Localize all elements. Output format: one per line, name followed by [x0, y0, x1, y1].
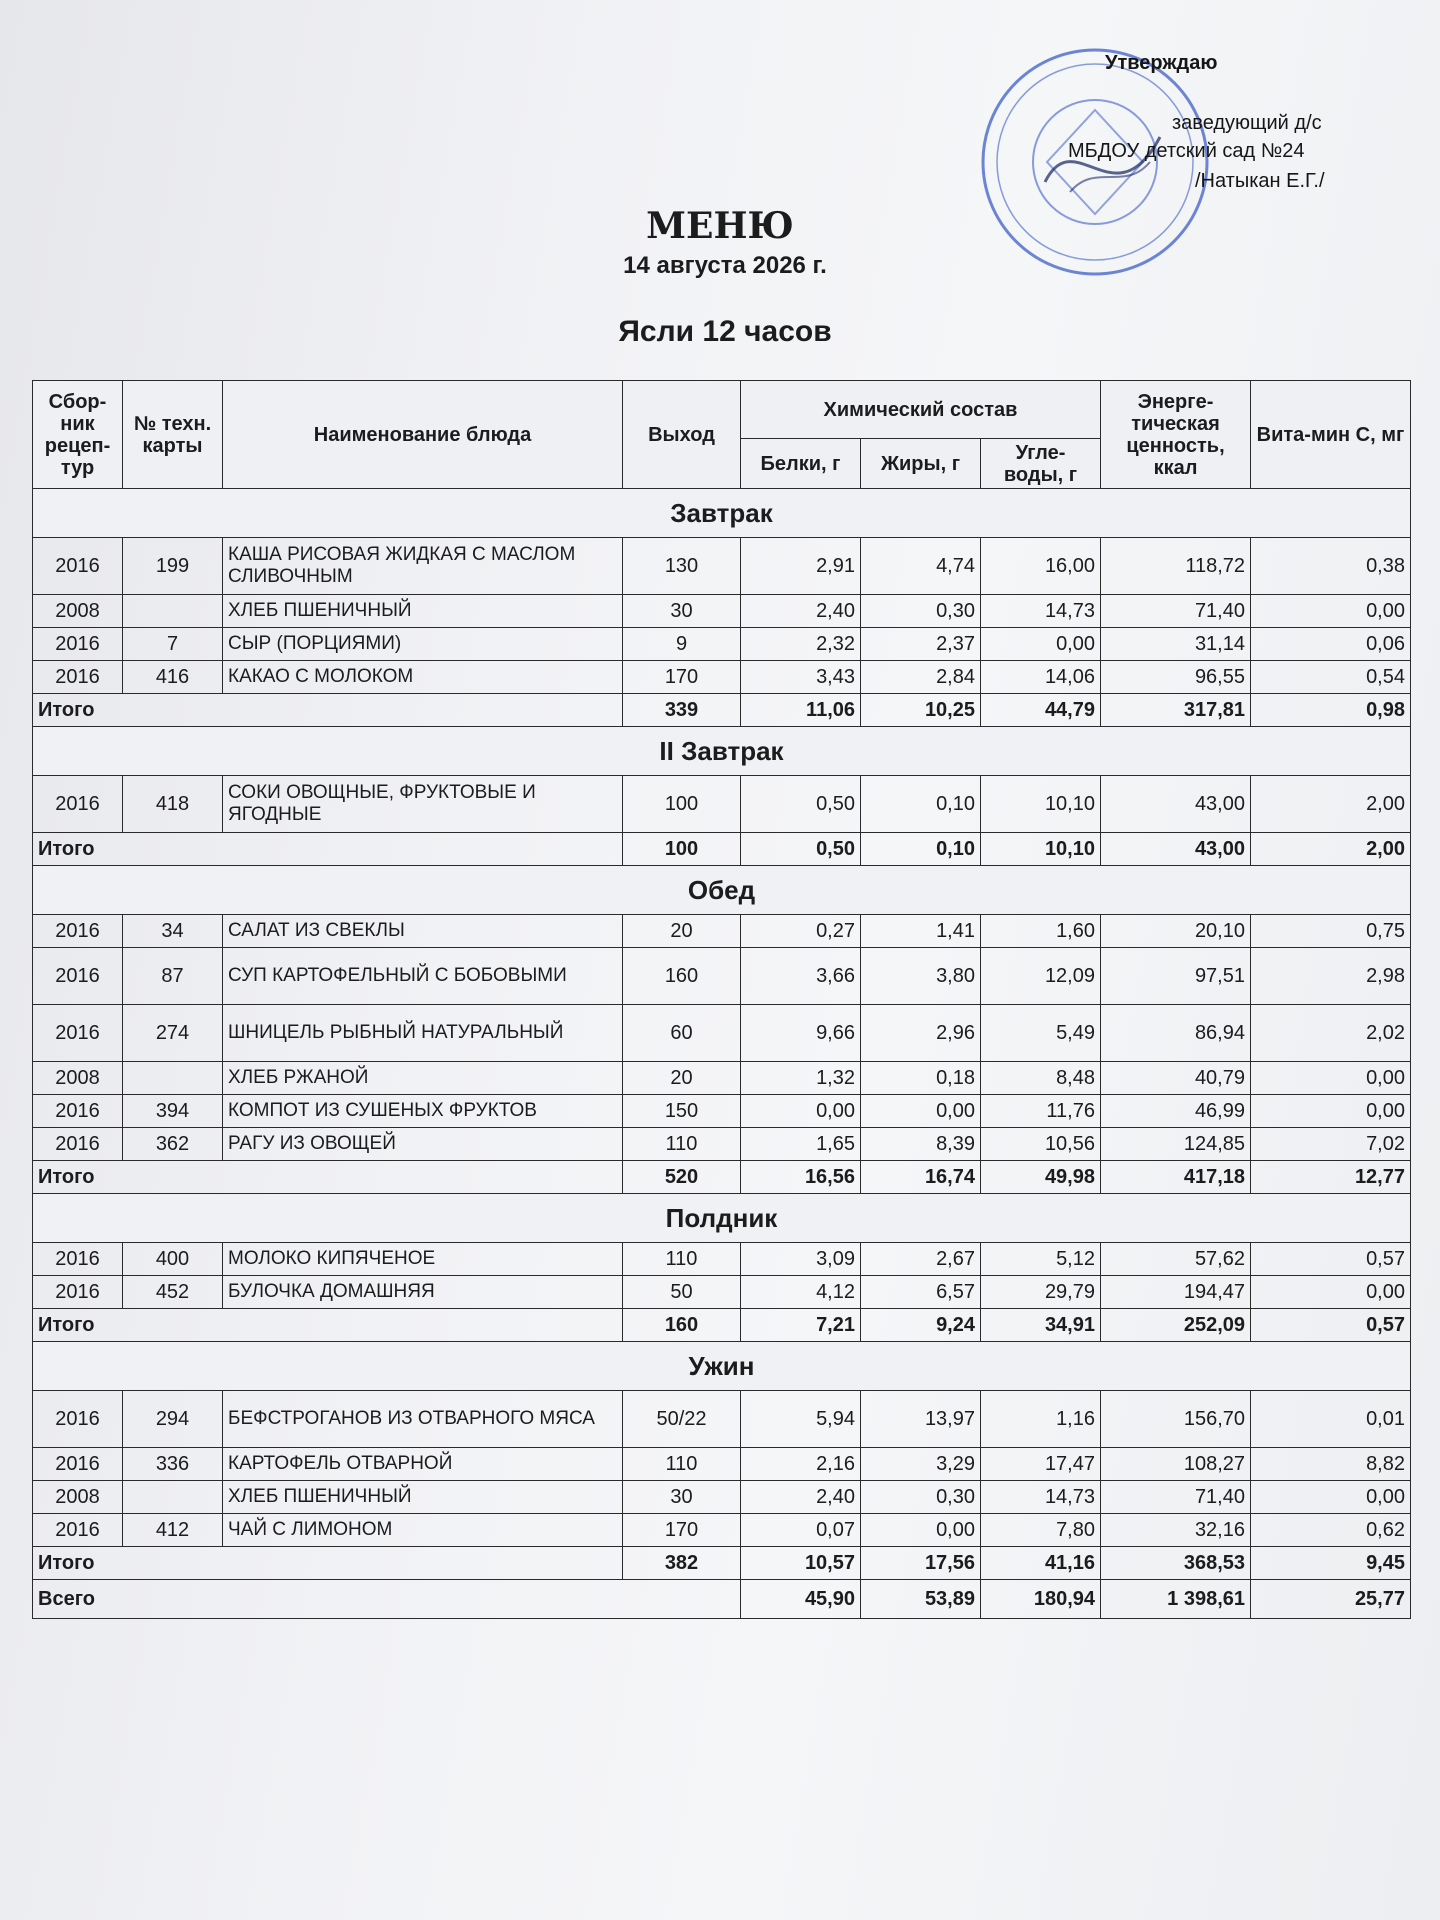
- table-row: [33, 1095, 1411, 1128]
- grand-total-carbs: 180,94: [981, 1580, 1101, 1619]
- total-row: [33, 694, 1411, 727]
- carbs-value: 14,73: [981, 595, 1101, 628]
- column-header-vitamin: Вита-мин С, мг: [1251, 381, 1411, 489]
- dish-yield: 150: [623, 1095, 741, 1128]
- energy-value: 86,94: [1101, 1005, 1251, 1062]
- vitamin-value: 0,00: [1251, 1481, 1411, 1514]
- dish-yield: 50: [623, 1276, 741, 1309]
- protein-value: 0,50: [741, 776, 861, 833]
- section-title: Завтрак: [33, 489, 1411, 538]
- fat-value: 6,57: [861, 1276, 981, 1309]
- energy-value: 20,10: [1101, 915, 1251, 948]
- section-title: II Завтрак: [33, 727, 1411, 776]
- recipe-collection: 2016: [33, 1128, 123, 1161]
- carbs-value: 0,00: [981, 628, 1101, 661]
- dish-name: КАКАО С МОЛОКОМ: [223, 661, 623, 694]
- column-header-energy: Энерге-тическая ценность, ккал: [1101, 381, 1251, 489]
- table-row: [33, 1391, 1411, 1448]
- energy-value: 31,14: [1101, 628, 1251, 661]
- total-label: Итого: [33, 1161, 623, 1194]
- protein-value: 0,27: [741, 915, 861, 948]
- fat-value: 2,96: [861, 1005, 981, 1062]
- dish-name: СЫР (ПОРЦИЯМИ): [223, 628, 623, 661]
- dish-yield: 9: [623, 628, 741, 661]
- recipe-collection: 2016: [33, 1243, 123, 1276]
- total-fat: 10,25: [861, 694, 981, 727]
- dish-yield: 30: [623, 595, 741, 628]
- protein-value: 0,00: [741, 1095, 861, 1128]
- energy-value: 71,40: [1101, 595, 1251, 628]
- fat-value: 1,41: [861, 915, 981, 948]
- total-protein: 11,06: [741, 694, 861, 727]
- total-fat: 16,74: [861, 1161, 981, 1194]
- energy-value: 46,99: [1101, 1095, 1251, 1128]
- dish-name: ШНИЦЕЛЬ РЫБНЫЙ НАТУРАЛЬНЫЙ: [223, 1005, 623, 1062]
- table-row: [33, 1481, 1411, 1514]
- carbs-value: 10,56: [981, 1128, 1101, 1161]
- table-row: [33, 538, 1411, 595]
- dish-yield: 170: [623, 661, 741, 694]
- column-header-collection: Сбор-ник рецеп-тур: [33, 381, 123, 489]
- group-title: Ясли 12 часов: [618, 315, 832, 348]
- dish-name: КОМПОТ ИЗ СУШЕНЫХ ФРУКТОВ: [223, 1095, 623, 1128]
- table-row: [33, 1243, 1411, 1276]
- tech-card-number: 452: [123, 1276, 223, 1309]
- protein-value: 2,16: [741, 1448, 861, 1481]
- menu-date: 14 августа 2026 г.: [623, 252, 827, 279]
- dish-name: СУП КАРТОФЕЛЬНЫЙ С БОБОВЫМИ: [223, 948, 623, 1005]
- recipe-collection: 2016: [33, 776, 123, 833]
- tech-card-number: 294: [123, 1391, 223, 1448]
- vitamin-value: 2,98: [1251, 948, 1411, 1005]
- recipe-collection: 2016: [33, 915, 123, 948]
- recipe-collection: 2016: [33, 661, 123, 694]
- energy-value: 57,62: [1101, 1243, 1251, 1276]
- carbs-value: 14,73: [981, 1481, 1101, 1514]
- fat-value: 2,84: [861, 661, 981, 694]
- fat-value: 2,37: [861, 628, 981, 661]
- tech-card-number: 199: [123, 538, 223, 595]
- tech-card-number: 416: [123, 661, 223, 694]
- protein-value: 5,94: [741, 1391, 861, 1448]
- total-carbs: 49,98: [981, 1161, 1101, 1194]
- recipe-collection: 2016: [33, 1276, 123, 1309]
- recipe-collection: 2008: [33, 1062, 123, 1095]
- vitamin-value: 0,00: [1251, 595, 1411, 628]
- total-fat: 0,10: [861, 833, 981, 866]
- dish-name: МОЛОКО КИПЯЧЕНОЕ: [223, 1243, 623, 1276]
- total-carbs: 10,10: [981, 833, 1101, 866]
- carbs-value: 16,00: [981, 538, 1101, 595]
- tech-card-number: 394: [123, 1095, 223, 1128]
- section-title: Ужин: [33, 1342, 1411, 1391]
- vitamin-value: 2,02: [1251, 1005, 1411, 1062]
- protein-value: 2,91: [741, 538, 861, 595]
- carbs-value: 29,79: [981, 1276, 1101, 1309]
- grand-total-label: Всего: [33, 1580, 741, 1619]
- total-carbs: 34,91: [981, 1309, 1101, 1342]
- table-row: [33, 661, 1411, 694]
- total-label: Итого: [33, 694, 623, 727]
- dish-yield: 50/22: [623, 1391, 741, 1448]
- total-protein: 7,21: [741, 1309, 861, 1342]
- fat-value: 0,00: [861, 1095, 981, 1128]
- dish-yield: 160: [623, 948, 741, 1005]
- table-row: [33, 1005, 1411, 1062]
- total-fat: 17,56: [861, 1547, 981, 1580]
- total-protein: 0,50: [741, 833, 861, 866]
- recipe-collection: 2016: [33, 948, 123, 1005]
- column-header-yield: Выход: [623, 381, 741, 489]
- fat-value: 0,30: [861, 1481, 981, 1514]
- energy-value: 156,70: [1101, 1391, 1251, 1448]
- total-fat: 9,24: [861, 1309, 981, 1342]
- column-header-carbs: Угле-воды, г: [981, 439, 1101, 489]
- section-row: [33, 1342, 1411, 1391]
- total-energy: 43,00: [1101, 833, 1251, 866]
- fat-value: 0,00: [861, 1514, 981, 1547]
- table-row: [33, 915, 1411, 948]
- total-vitamin: 2,00: [1251, 833, 1411, 866]
- menu-table: [32, 380, 1411, 1619]
- total-energy: 417,18: [1101, 1161, 1251, 1194]
- fat-value: 0,30: [861, 595, 981, 628]
- total-energy: 317,81: [1101, 694, 1251, 727]
- section-title: Обед: [33, 866, 1411, 915]
- recipe-collection: 2016: [33, 1448, 123, 1481]
- vitamin-value: 0,75: [1251, 915, 1411, 948]
- protein-value: 0,07: [741, 1514, 861, 1547]
- tech-card-number: 336: [123, 1448, 223, 1481]
- dish-yield: 30: [623, 1481, 741, 1514]
- carbs-value: 7,80: [981, 1514, 1101, 1547]
- energy-value: 194,47: [1101, 1276, 1251, 1309]
- energy-value: 71,40: [1101, 1481, 1251, 1514]
- vitamin-value: 0,54: [1251, 661, 1411, 694]
- total-energy: 368,53: [1101, 1547, 1251, 1580]
- total-yield: 100: [623, 833, 741, 866]
- energy-value: 97,51: [1101, 948, 1251, 1005]
- recipe-collection: 2016: [33, 1005, 123, 1062]
- approval-line-organization: МБДОУ детский сад №24: [1068, 140, 1305, 162]
- tech-card-number: 7: [123, 628, 223, 661]
- protein-value: 3,09: [741, 1243, 861, 1276]
- recipe-collection: 2016: [33, 628, 123, 661]
- table-row: [33, 1448, 1411, 1481]
- dish-name: КАША РИСОВАЯ ЖИДКАЯ С МАСЛОМ СЛИВОЧНЫМ: [223, 538, 623, 595]
- recipe-collection: 2016: [33, 1514, 123, 1547]
- dish-name: СОКИ ОВОЩНЫЕ, ФРУКТОВЫЕ И ЯГОДНЫЕ: [223, 776, 623, 833]
- dish-name: БЕФСТРОГАНОВ ИЗ ОТВАРНОГО МЯСА: [223, 1391, 623, 1448]
- grand-total-row: [33, 1580, 1411, 1619]
- approval-line-name: /Натыкан Е.Г./: [1195, 170, 1325, 192]
- protein-value: 2,32: [741, 628, 861, 661]
- total-yield: 339: [623, 694, 741, 727]
- total-vitamin: 0,57: [1251, 1309, 1411, 1342]
- energy-value: 118,72: [1101, 538, 1251, 595]
- dish-yield: 130: [623, 538, 741, 595]
- carbs-value: 10,10: [981, 776, 1101, 833]
- fat-value: 0,18: [861, 1062, 981, 1095]
- total-protein: 16,56: [741, 1161, 861, 1194]
- energy-value: 43,00: [1101, 776, 1251, 833]
- protein-value: 1,32: [741, 1062, 861, 1095]
- protein-value: 9,66: [741, 1005, 861, 1062]
- tech-card-number: [123, 1481, 223, 1514]
- total-yield: 160: [623, 1309, 741, 1342]
- recipe-collection: 2016: [33, 1391, 123, 1448]
- dish-yield: 20: [623, 915, 741, 948]
- dish-name: БУЛОЧКА ДОМАШНЯЯ: [223, 1276, 623, 1309]
- energy-value: 32,16: [1101, 1514, 1251, 1547]
- dish-name: ЧАЙ С ЛИМОНОМ: [223, 1514, 623, 1547]
- vitamin-value: 0,62: [1251, 1514, 1411, 1547]
- total-vitamin: 12,77: [1251, 1161, 1411, 1194]
- carbs-value: 8,48: [981, 1062, 1101, 1095]
- fat-value: 0,10: [861, 776, 981, 833]
- vitamin-value: 0,00: [1251, 1062, 1411, 1095]
- fat-value: 8,39: [861, 1128, 981, 1161]
- total-label: Итого: [33, 1547, 623, 1580]
- total-yield: 520: [623, 1161, 741, 1194]
- carbs-value: 1,16: [981, 1391, 1101, 1448]
- table-row: [33, 948, 1411, 1005]
- protein-value: 2,40: [741, 1481, 861, 1514]
- total-label: Итого: [33, 833, 623, 866]
- grand-total-fat: 53,89: [861, 1580, 981, 1619]
- column-header-dish: Наименование блюда: [223, 381, 623, 489]
- tech-card-number: 412: [123, 1514, 223, 1547]
- total-yield: 382: [623, 1547, 741, 1580]
- dish-yield: 110: [623, 1128, 741, 1161]
- dish-name: РАГУ ИЗ ОВОЩЕЙ: [223, 1128, 623, 1161]
- section-title: Полдник: [33, 1194, 1411, 1243]
- dish-name: ХЛЕБ ПШЕНИЧНЫЙ: [223, 1481, 623, 1514]
- fat-value: 4,74: [861, 538, 981, 595]
- table-row: [33, 595, 1411, 628]
- column-header-card: № техн. карты: [123, 381, 223, 489]
- total-energy: 252,09: [1101, 1309, 1251, 1342]
- total-row: [33, 1547, 1411, 1580]
- dish-name: САЛАТ ИЗ СВЕКЛЫ: [223, 915, 623, 948]
- dish-yield: 100: [623, 776, 741, 833]
- recipe-collection: 2008: [33, 1481, 123, 1514]
- vitamin-value: 8,82: [1251, 1448, 1411, 1481]
- tech-card-number: [123, 595, 223, 628]
- total-row: [33, 1309, 1411, 1342]
- vitamin-value: 0,38: [1251, 538, 1411, 595]
- vitamin-value: 0,00: [1251, 1276, 1411, 1309]
- carbs-value: 17,47: [981, 1448, 1101, 1481]
- total-vitamin: 9,45: [1251, 1547, 1411, 1580]
- protein-value: 3,43: [741, 661, 861, 694]
- section-row: [33, 489, 1411, 538]
- vitamin-value: 2,00: [1251, 776, 1411, 833]
- column-header-protein: Белки, г: [741, 439, 861, 489]
- total-label: Итого: [33, 1309, 623, 1342]
- approval-line-approve: Утверждаю: [1105, 52, 1218, 74]
- vitamin-value: 7,02: [1251, 1128, 1411, 1161]
- column-header-chemical: Химический состав: [741, 381, 1101, 439]
- section-row: [33, 727, 1411, 776]
- vitamin-value: 0,00: [1251, 1095, 1411, 1128]
- approval-line-position: заведующий д/с: [1172, 112, 1322, 134]
- tech-card-number: 274: [123, 1005, 223, 1062]
- dish-yield: 20: [623, 1062, 741, 1095]
- tech-card-number: 418: [123, 776, 223, 833]
- dish-name: КАРТОФЕЛЬ ОТВАРНОЙ: [223, 1448, 623, 1481]
- total-protein: 10,57: [741, 1547, 861, 1580]
- energy-value: 96,55: [1101, 661, 1251, 694]
- carbs-value: 5,12: [981, 1243, 1101, 1276]
- grand-total-energy: 1 398,61: [1101, 1580, 1251, 1619]
- dish-name: ХЛЕБ ПШЕНИЧНЫЙ: [223, 595, 623, 628]
- protein-value: 4,12: [741, 1276, 861, 1309]
- column-header-fat: Жиры, г: [861, 439, 981, 489]
- tech-card-number: 87: [123, 948, 223, 1005]
- carbs-value: 1,60: [981, 915, 1101, 948]
- total-row: [33, 1161, 1411, 1194]
- dish-yield: 60: [623, 1005, 741, 1062]
- table-row: [33, 1062, 1411, 1095]
- vitamin-value: 0,57: [1251, 1243, 1411, 1276]
- fat-value: 2,67: [861, 1243, 981, 1276]
- tech-card-number: 362: [123, 1128, 223, 1161]
- table-row: [33, 628, 1411, 661]
- grand-total-protein: 45,90: [741, 1580, 861, 1619]
- section-row: [33, 1194, 1411, 1243]
- dish-name: ХЛЕБ РЖАНОЙ: [223, 1062, 623, 1095]
- protein-value: 1,65: [741, 1128, 861, 1161]
- total-row: [33, 833, 1411, 866]
- section-row: [33, 866, 1411, 915]
- energy-value: 40,79: [1101, 1062, 1251, 1095]
- protein-value: 3,66: [741, 948, 861, 1005]
- carbs-value: 11,76: [981, 1095, 1101, 1128]
- tech-card-number: [123, 1062, 223, 1095]
- vitamin-value: 0,01: [1251, 1391, 1411, 1448]
- table-row: [33, 776, 1411, 833]
- dish-yield: 170: [623, 1514, 741, 1547]
- recipe-collection: 2016: [33, 1095, 123, 1128]
- grand-total-vitamin: 25,77: [1251, 1580, 1411, 1619]
- fat-value: 13,97: [861, 1391, 981, 1448]
- table-row: [33, 1514, 1411, 1547]
- recipe-collection: 2008: [33, 595, 123, 628]
- carbs-value: 5,49: [981, 1005, 1101, 1062]
- energy-value: 108,27: [1101, 1448, 1251, 1481]
- table-row: [33, 1128, 1411, 1161]
- fat-value: 3,80: [861, 948, 981, 1005]
- recipe-collection: 2016: [33, 538, 123, 595]
- table-row: [33, 1276, 1411, 1309]
- protein-value: 2,40: [741, 595, 861, 628]
- total-carbs: 41,16: [981, 1547, 1101, 1580]
- vitamin-value: 0,06: [1251, 628, 1411, 661]
- page-title: МЕНЮ: [646, 205, 794, 247]
- energy-value: 124,85: [1101, 1128, 1251, 1161]
- dish-yield: 110: [623, 1448, 741, 1481]
- carbs-value: 14,06: [981, 661, 1101, 694]
- tech-card-number: 400: [123, 1243, 223, 1276]
- total-vitamin: 0,98: [1251, 694, 1411, 727]
- fat-value: 3,29: [861, 1448, 981, 1481]
- total-carbs: 44,79: [981, 694, 1101, 727]
- tech-card-number: 34: [123, 915, 223, 948]
- carbs-value: 12,09: [981, 948, 1101, 1005]
- dish-yield: 110: [623, 1243, 741, 1276]
